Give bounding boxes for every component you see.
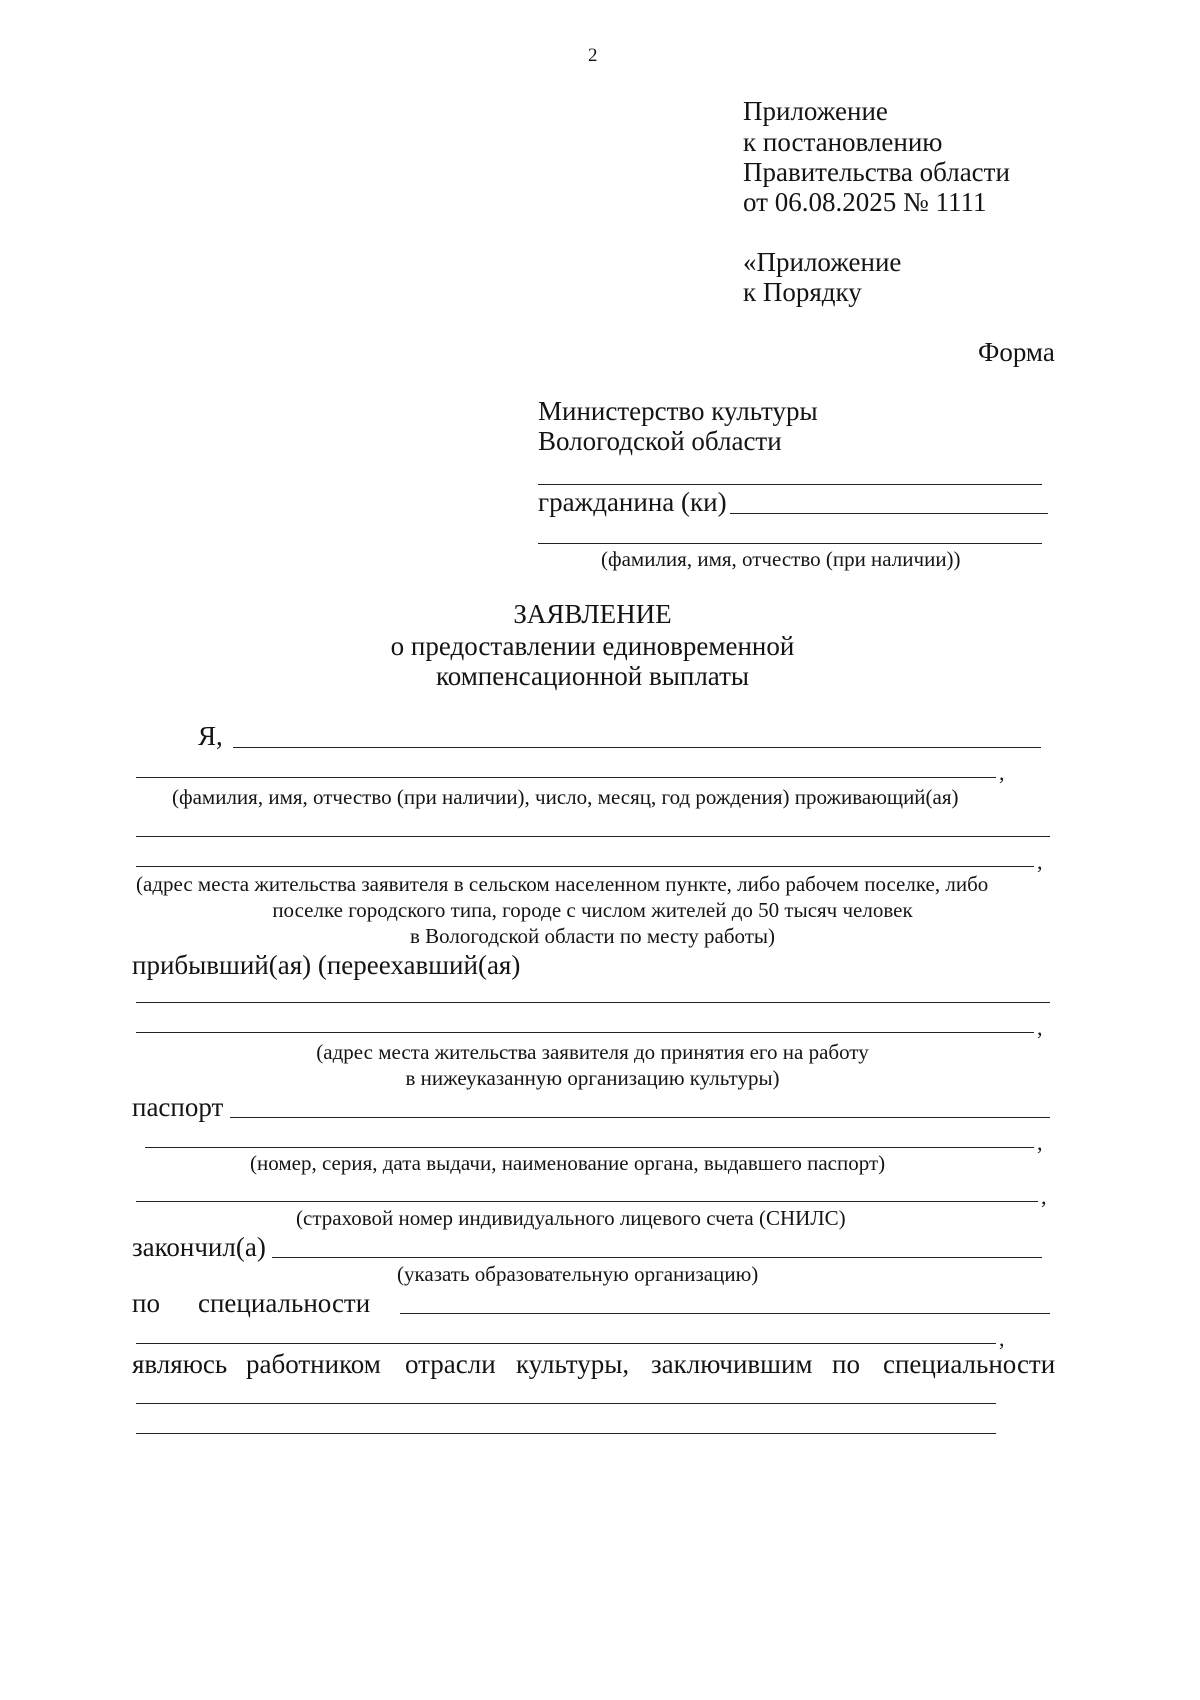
caption-snils: (страховой номер индивидуального лицевого счета (СНИЛС) — [296, 1206, 846, 1230]
address-line[interactable] — [136, 866, 1034, 867]
comma: , — [999, 760, 1005, 785]
statement-word: специальности — [883, 1349, 1056, 1379]
i-label: Я, — [198, 721, 223, 751]
ministry-name: Министерство культуры — [538, 396, 818, 426]
comma: , — [1041, 1184, 1047, 1209]
statement-word: заключившим — [651, 1349, 813, 1379]
form-label: Форма — [978, 337, 1055, 367]
prev-address-line[interactable] — [136, 1002, 1050, 1003]
passport-line[interactable] — [145, 1147, 1034, 1148]
comma: , — [999, 1326, 1005, 1351]
caption-prev-address: в нижеуказанную организацию культуры) — [405, 1066, 780, 1090]
citizen-name-line[interactable] — [730, 513, 1048, 514]
statement-word: являюсь — [132, 1349, 228, 1379]
prev-address-line[interactable] — [136, 1032, 1034, 1033]
ministry-region: Вологодской области — [538, 426, 782, 456]
contract-line[interactable] — [136, 1433, 996, 1434]
title-sub: о предоставлении единовременной — [390, 631, 795, 661]
header-line: «Приложение — [743, 247, 902, 277]
name-caption: (фамилия, имя, отчество (при наличии)) — [601, 547, 961, 571]
caption-passport: (номер, серия, дата выдачи, наименование органа, выдавшего паспорт) — [250, 1151, 886, 1175]
header-line: от 06.08.2025 № 1111 — [743, 187, 987, 217]
caption-address: в Вологодской области по месту работы) — [409, 924, 776, 948]
title-main: ЗАЯВЛЕНИЕ — [513, 599, 672, 629]
citizen-label: гражданина (ки) — [538, 487, 727, 517]
caption-address: поселке городского типа, городе с числом жителей до 50 тысяч человек — [272, 898, 913, 922]
caption-person: (фамилия, имя, отчество (при наличии), число, месяц, год рождения) проживающий(ая) — [172, 785, 959, 809]
address-line[interactable] — [136, 836, 1050, 837]
statement-word: работником — [246, 1349, 381, 1379]
caption-education: (указать образовательную организацию) — [397, 1262, 759, 1286]
passport-line[interactable] — [230, 1117, 1050, 1118]
applicant-line[interactable] — [233, 747, 1041, 748]
graduated-label: закончил(а) — [132, 1232, 266, 1262]
education-line[interactable] — [272, 1257, 1042, 1258]
applicant-line[interactable] — [136, 777, 996, 778]
caption-address: (адрес места жительства заявителя в сельском населенном пункте, либо рабочем поселке, либо — [136, 872, 989, 896]
header-line: к постановлению — [743, 127, 943, 157]
spec-word: специальности — [198, 1288, 371, 1318]
blank-line[interactable] — [538, 484, 1042, 485]
title-sub: компенсационной выплаты — [435, 661, 750, 691]
comma: , — [1037, 1130, 1043, 1155]
contract-line[interactable] — [136, 1403, 996, 1404]
specialty-line[interactable] — [400, 1313, 1050, 1314]
snils-line[interactable] — [136, 1201, 1038, 1202]
header-line: Приложение — [743, 96, 888, 126]
statement-word: по — [832, 1349, 860, 1379]
page-number: 2 — [588, 45, 598, 66]
caption-prev-address: (адрес места жительства заявителя до принятия его на работу — [316, 1040, 869, 1064]
spec-word: по — [132, 1288, 160, 1318]
arrived-label: прибывший(ая) (переехавший(ая) — [132, 950, 521, 980]
header-line: Правительства области — [743, 157, 1010, 187]
comma: , — [1037, 1015, 1043, 1040]
comma: , — [1037, 849, 1043, 874]
header-line: к Порядку — [743, 277, 862, 307]
statement-word: отрасли — [405, 1349, 496, 1379]
statement-word: культуры, — [516, 1349, 630, 1379]
blank-line[interactable] — [538, 543, 1042, 544]
passport-label: паспорт — [132, 1092, 224, 1122]
specialty-line[interactable] — [136, 1343, 996, 1344]
